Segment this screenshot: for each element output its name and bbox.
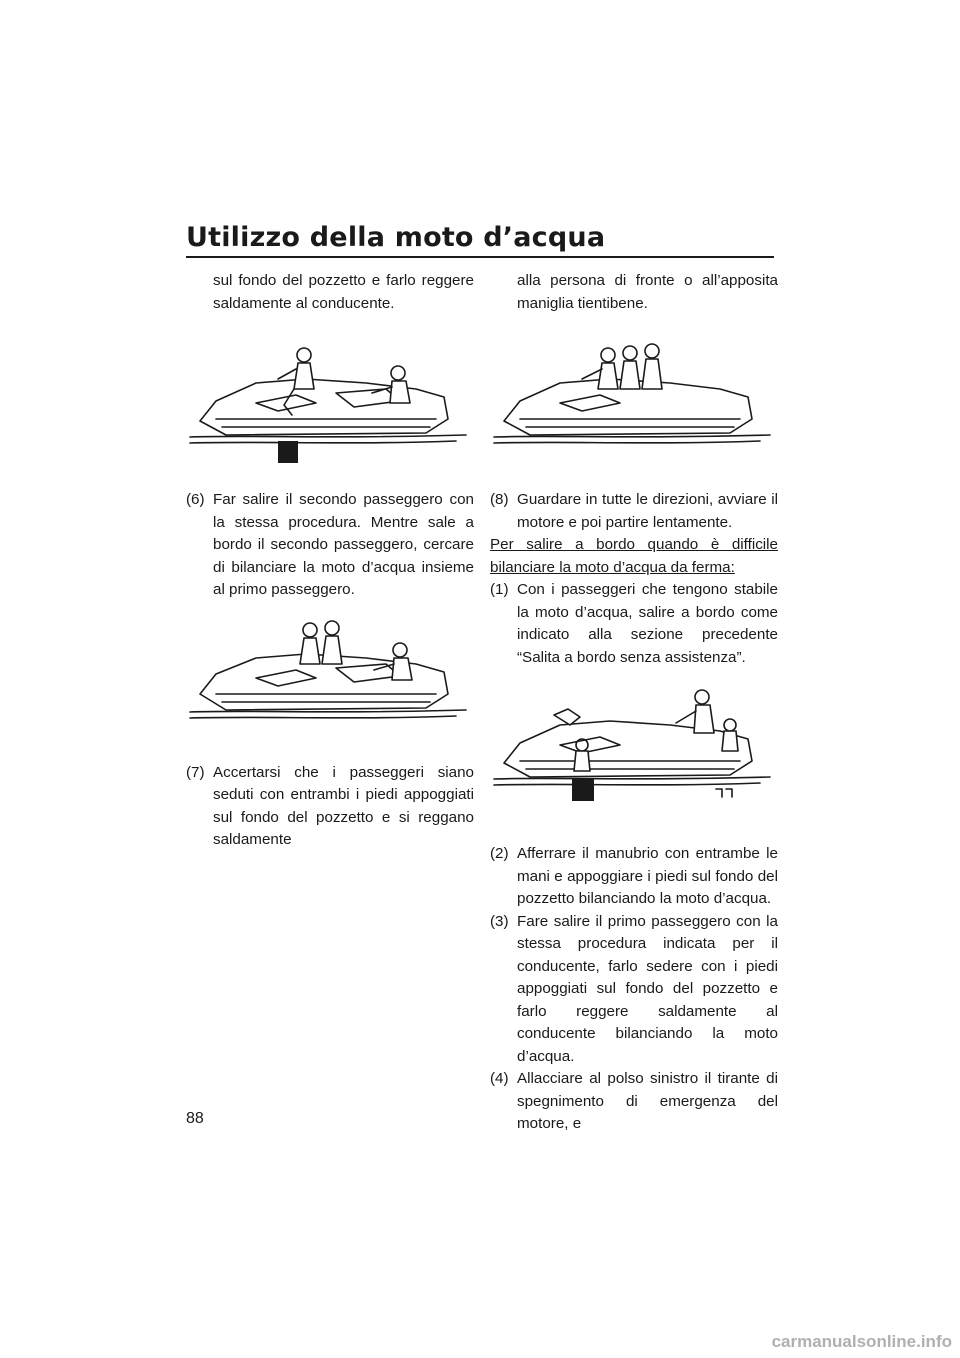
step-text: Fare salire il primo passeggero con la stessa procedura indicata per il conducente, farlo sedere con i piedi appoggiati sul fondo del pozzetto e farlo reggere saldamente al conducente bilanciando la moto d’acqua. — [517, 912, 778, 1065]
step-text: Afferrare il manubrio con entrambe le mani e appoggiare i piedi sul fondo del pozzetto bilanciando la moto d’acqua. — [517, 845, 778, 907]
step-text: Con i passeggeri che tengono stabile la moto d’acqua, salire a bordo come indicato alla sezione precedente “Salita a bordo senza assistenza”. — [517, 581, 778, 666]
step-number: (1) — [490, 581, 509, 598]
substep-2 — [490, 843, 778, 911]
step-7 — [186, 762, 474, 852]
page-number: 88 — [186, 1110, 204, 1127]
step-number: (8) — [490, 491, 509, 508]
substep-3 — [490, 911, 778, 1069]
step-number: (7) — [186, 763, 205, 781]
step-text: Accertarsi che i passeggeri siano seduti con entrambi i piedi appoggiati sul fondo del pozzetto e si reggano saldamente — [213, 763, 474, 848]
illustration-three-riders-seated — [490, 323, 778, 473]
paragraph-continuation: alla persona di fronte o all’apposita maniglia tientibene. — [517, 272, 778, 312]
step-number: (3) — [490, 912, 509, 930]
step-number: (6) — [186, 491, 205, 508]
page-title: Utilizzo della moto d’acqua — [186, 222, 606, 253]
step-text: Guardare in tutte le direzioni, avviare il motore e poi partire lentamente. — [517, 491, 778, 531]
substep-1 — [490, 579, 778, 669]
step-8 — [490, 489, 778, 534]
paragraph-continuation: sul fondo del pozzetto e farlo reggere saldamente al conducente. — [213, 272, 474, 312]
substep-4 — [490, 1068, 778, 1136]
step-number: (2) — [490, 845, 509, 862]
right-column — [490, 270, 778, 1136]
step-text: Allacciare al polso sinistro il tirante di spegnimento di emergenza del motore, e — [517, 1070, 778, 1132]
left-column — [186, 270, 474, 852]
title-rule — [186, 256, 774, 258]
watermark: carmanualsonline.info — [771, 1332, 952, 1351]
illustration-driver-passenger-and-second-swimmer — [186, 616, 474, 746]
step-6 — [186, 489, 474, 602]
step-number: (4) — [490, 1070, 509, 1087]
illustration-boarding-with-helpers — [490, 679, 778, 829]
step-text: Far salire il secondo passeggero con la stessa procedura. Mentre sale a bordo il secondo passeggero, cercare di bilanciare la moto d’acqua insieme al primo passeggero. — [213, 491, 474, 598]
subsection-heading: Per salire a bordo quando è difficile bilanciare la moto d’acqua da ferma: — [490, 536, 778, 576]
illustration-driver-and-swimming-passenger — [186, 323, 474, 473]
